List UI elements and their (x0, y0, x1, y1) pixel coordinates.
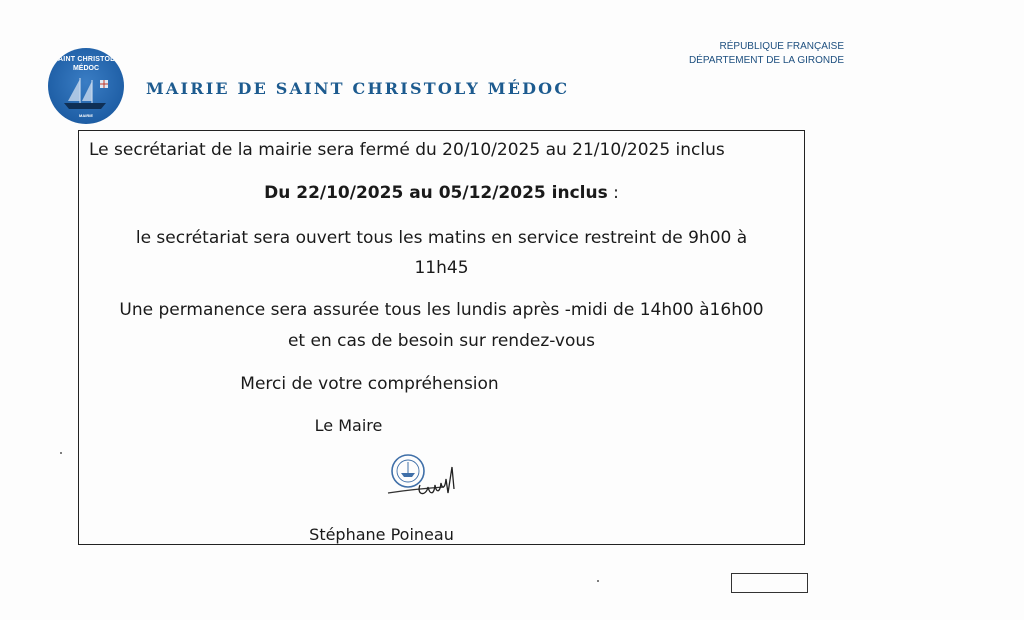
permanence-line-1: Une permanence sera assurée tous les lundis après -midi de 14h00 à16h00 (119, 300, 764, 320)
department-label: DÉPARTEMENT DE LA GIRONDE (688, 55, 844, 66)
empty-box (731, 573, 808, 593)
speck (60, 452, 62, 454)
ship-icon (60, 74, 112, 114)
closure-line: Le secrétariat de la mairie sera fermé du 20/10/2025 au 21/10/2025 inclus (89, 140, 725, 160)
period-line (79, 183, 804, 203)
period-colon: : (607, 183, 619, 203)
permanence-line-2: et en cas de besoin sur rendez-vous (287, 331, 596, 351)
logo-text-top: SAINT CHRISTOLY (53, 56, 119, 63)
period-dates: Du 22/10/2025 au 05/12/2025 inclus (264, 183, 608, 203)
republic-header (689, 40, 844, 68)
hours-line-2: 11h45 (414, 258, 469, 278)
signatory-name: Stéphane Poineau (309, 525, 454, 544)
page-title: MAIRIE DE SAINT CHRISTOLY MÉDOC (146, 79, 570, 98)
republic-label: RÉPUBLIQUE FRANÇAISE (719, 41, 844, 52)
logo-text-mid: MÉDOC (72, 65, 100, 72)
official-stamp-signature (384, 449, 479, 511)
notice-box (78, 130, 805, 545)
town-logo (48, 48, 124, 124)
speck (597, 580, 599, 582)
hours-line-1: le secrétariat sera ouvert tous les matins en service restreint de 9h00 à (135, 228, 748, 248)
logo-text-bottom: MAIRIE (79, 113, 93, 118)
signatory-title: Le Maire (314, 416, 383, 435)
thanks-line: Merci de votre compréhension (240, 374, 499, 394)
